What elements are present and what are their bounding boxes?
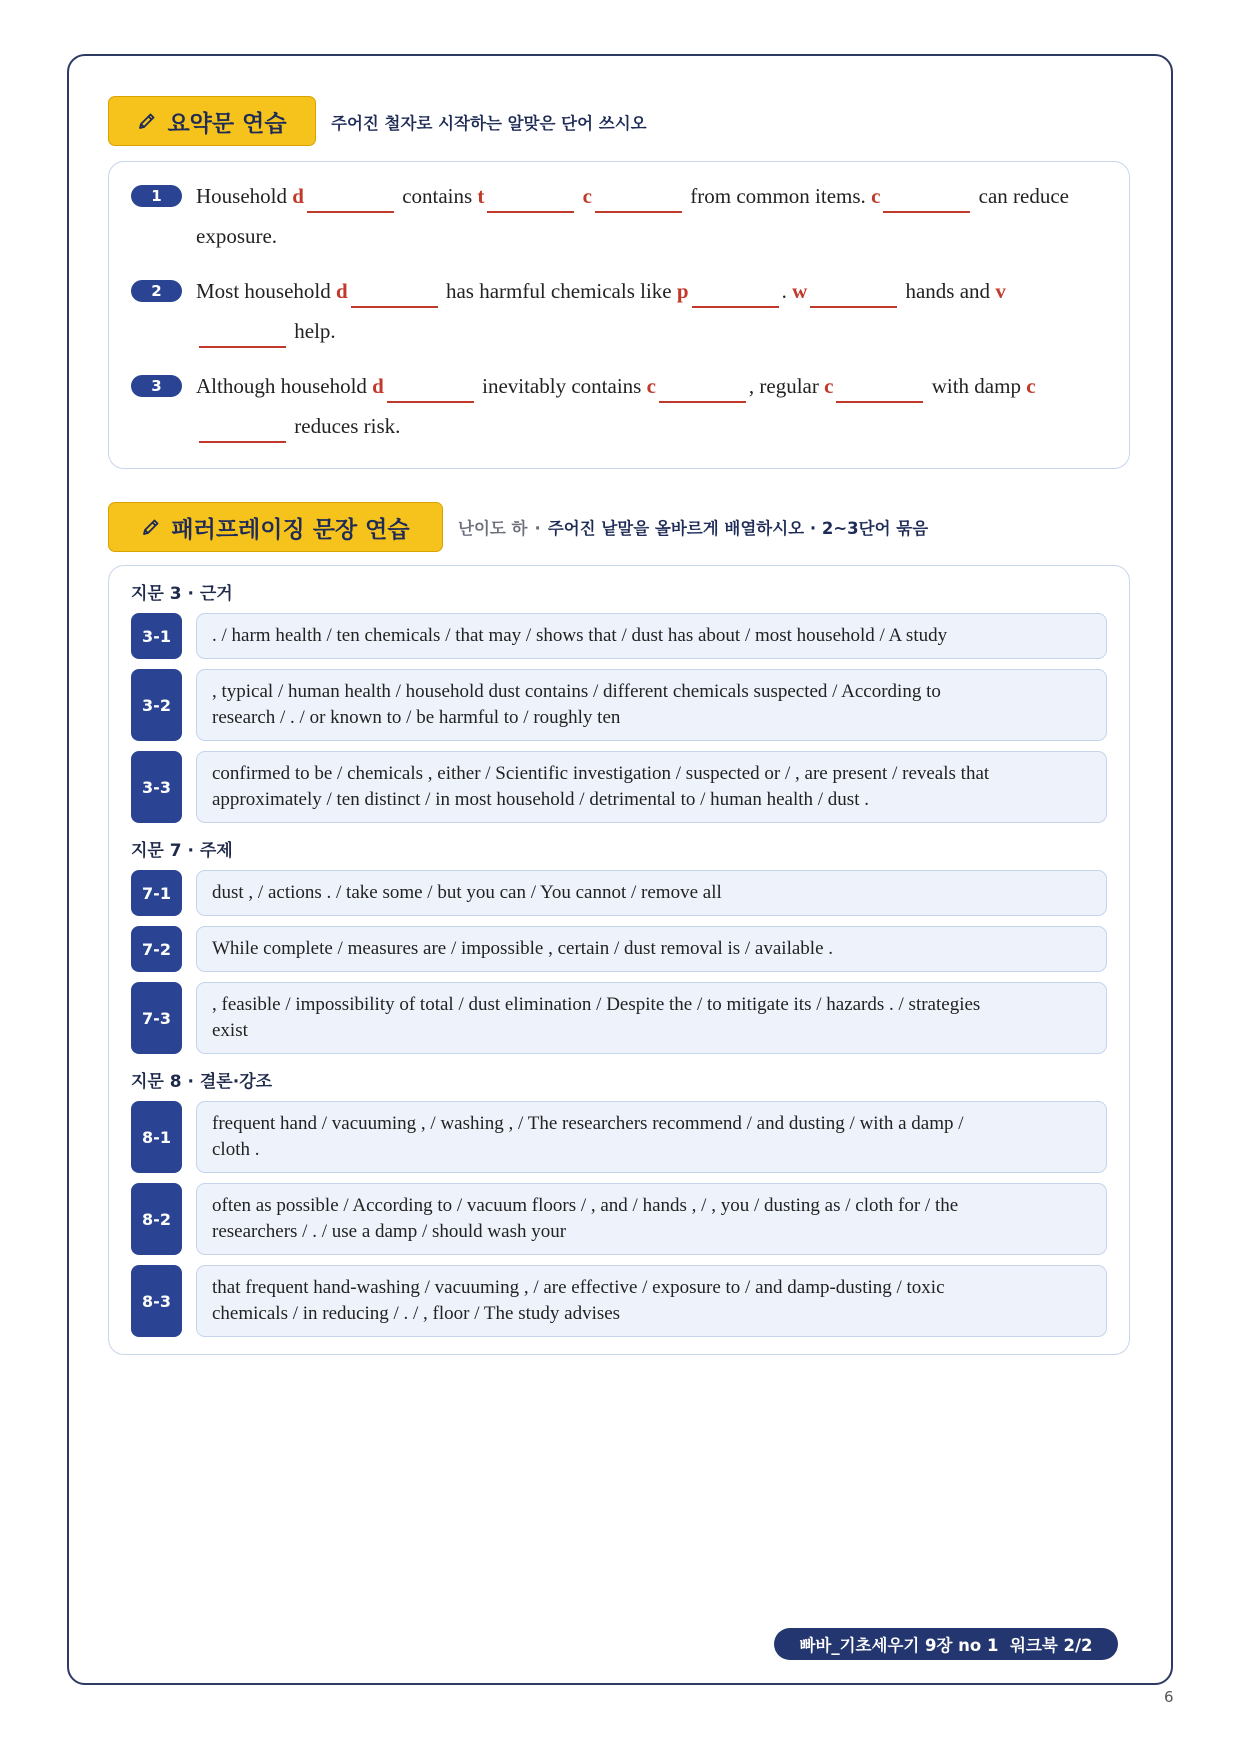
row-number-badge: 8-1 (131, 1101, 182, 1173)
hint-letter: d (372, 374, 384, 398)
passage-group-label: 지문 3 · 근거 (131, 584, 233, 604)
paraphrase-row (131, 669, 1107, 741)
word-chunks-line: exist (212, 1020, 248, 1041)
row-number-badge: 7-3 (131, 982, 182, 1054)
sentence-line (196, 176, 1069, 216)
sentence-text: hands and (900, 279, 996, 303)
word-chunks-box (196, 1183, 1107, 1255)
answer-blank[interactable] (307, 176, 394, 213)
paraphrase-list (131, 582, 1107, 1337)
word-chunks-box (196, 669, 1107, 741)
row-number-badge: 3-3 (131, 751, 182, 823)
word-chunks-line: . / harm health / ten chemicals / that may / shows that / dust has about / most household / A study (212, 625, 948, 646)
paraphrase-row (131, 1101, 1107, 1173)
word-chunks-line: confirmed to be / chemicals , either / Scientific investigation / suspected or / , are present / reveals that (212, 763, 990, 784)
paraphrase-row (131, 613, 1107, 659)
hint-letter: c (871, 184, 881, 208)
answer-blank[interactable] (836, 366, 923, 403)
answer-blank[interactable] (199, 311, 286, 348)
hint-letter: d (292, 184, 304, 208)
word-chunks-line: dust , / actions . / take some / but you can / You cannot / remove all (212, 882, 722, 903)
word-chunks-line: approximately / ten distinct / in most household / detrimental to / human health / dust . (212, 789, 869, 810)
summary-box (108, 161, 1130, 469)
word-chunks-box (196, 982, 1107, 1054)
page-number: 6 (1164, 1688, 1174, 1706)
hint-letter: c (1026, 374, 1036, 398)
sentence-body (196, 366, 1036, 446)
sentence-text: . (781, 279, 793, 303)
row-number-badge: 3-1 (131, 613, 182, 659)
sentence-text: contains (396, 184, 478, 208)
word-chunks-box (196, 926, 1107, 972)
hint-letter: p (676, 279, 689, 303)
passage-group-label: 지문 8 · 결론·강조 (131, 1072, 273, 1092)
word-chunks-box (196, 751, 1107, 823)
sentence-text: inevitably contains (476, 374, 647, 398)
sentence-text: Household (196, 184, 293, 208)
sentence-text: Although household (196, 374, 373, 398)
summary-item (131, 176, 1107, 256)
paraphrase-instruction-line (458, 515, 928, 539)
answer-blank[interactable] (810, 271, 897, 308)
summary-section-header (108, 96, 316, 146)
sentence-text: exposure. (196, 224, 278, 248)
answer-blank[interactable] (595, 176, 682, 213)
row-number-badge: 3-2 (131, 669, 182, 741)
hint-letter: c (824, 374, 834, 398)
paraphrase-section-header (108, 502, 443, 552)
sentence-line (196, 271, 1006, 311)
pencil-icon (141, 517, 161, 537)
paraphrase-row (131, 926, 1107, 972)
answer-blank[interactable] (199, 406, 286, 443)
hint-letter: w (792, 279, 808, 303)
sentence-line (196, 406, 1036, 446)
summary-item (131, 271, 1107, 351)
word-chunks-line: often as possible / According to / vacuum floors / , and / hands , / , you / dusting as / cloth for / the (212, 1195, 959, 1216)
footer-workbook-label: 빠바_기초세우기 9장 no 1 워크북 2/2 (774, 1628, 1118, 1660)
paraphrase-row (131, 751, 1107, 823)
pencil-icon (137, 111, 157, 131)
word-chunks-line: While complete / measures are / impossible , certain / dust removal is / available . (212, 938, 833, 959)
answer-blank[interactable] (387, 366, 474, 403)
word-chunks-line: that frequent hand-washing / vacuuming , / are effective / exposure to / and damp-dusting / toxic (212, 1277, 945, 1298)
sentence-line (196, 311, 1006, 351)
row-number-badge: 8-3 (131, 1265, 182, 1337)
paraphrase-instruction: 주어진 낱말을 올바르게 배열하시오 · 2~3단어 묶음 (547, 519, 929, 538)
sentence-text: with damp (926, 374, 1027, 398)
hint-letter: c (582, 184, 592, 208)
hint-letter: c (646, 374, 656, 398)
item-number-badge: 1 (131, 185, 182, 207)
answer-blank[interactable] (659, 366, 746, 403)
answer-blank[interactable] (487, 176, 574, 213)
passage-group-label: 지문 7 · 주제 (131, 841, 233, 861)
word-chunks-line: , typical / human health / household dust contains / different chemicals suspected / According to (212, 681, 941, 702)
summary-list (131, 176, 1107, 446)
hint-letter: d (336, 279, 348, 303)
sentence-text: Most household (196, 279, 337, 303)
hint-letter: v (995, 279, 1006, 303)
sentence-text: from common items. (685, 184, 872, 208)
sentence-text: can reduce (973, 184, 1069, 208)
word-chunks-box (196, 1265, 1107, 1337)
sentence-line (196, 216, 1069, 256)
row-number-badge: 8-2 (131, 1183, 182, 1255)
word-chunks-box (196, 870, 1107, 916)
word-chunks-box (196, 1101, 1107, 1173)
word-chunks-box (196, 613, 1107, 659)
sentence-text: , regular (748, 374, 825, 398)
item-number-badge: 3 (131, 375, 182, 397)
difficulty-label: 난이도 하 (458, 519, 528, 538)
summary-section-title: 요약문 연습 (167, 110, 287, 137)
hint-letter: t (477, 184, 485, 208)
sentence-text: help. (289, 319, 336, 343)
paraphrase-section-title: 패러프레이징 문장 연습 (171, 516, 410, 543)
sentence-body (196, 271, 1006, 351)
sentence-line (196, 366, 1036, 406)
sentence-text: has harmful chemicals like (440, 279, 677, 303)
answer-blank[interactable] (692, 271, 779, 308)
row-number-badge: 7-2 (131, 926, 182, 972)
paraphrase-box (108, 565, 1130, 1355)
summary-instruction: 주어진 철자로 시작하는 알맞은 단어 쓰시오 (331, 114, 647, 133)
word-chunks-line: researchers / . / use a damp / should wash your (212, 1221, 567, 1242)
paraphrase-row (131, 1265, 1107, 1337)
word-chunks-line: chemicals / in reducing / . / , floor / The study advises (212, 1303, 621, 1324)
word-chunks-line: cloth . (212, 1139, 260, 1160)
answer-blank[interactable] (351, 271, 438, 308)
summary-item (131, 366, 1107, 446)
word-chunks-line: research / . / or known to / be harmful to / roughly ten (212, 707, 621, 728)
word-chunks-line: , feasible / impossibility of total / dust elimination / Despite the / to mitigate its / hazards . / strategies (212, 994, 981, 1015)
paraphrase-row (131, 870, 1107, 916)
sentence-text: reduces risk. (289, 414, 401, 438)
separator: · (534, 519, 541, 538)
answer-blank[interactable] (883, 176, 970, 213)
sentence-body (196, 176, 1069, 256)
paraphrase-row (131, 982, 1107, 1054)
paraphrase-row (131, 1183, 1107, 1255)
word-chunks-line: frequent hand / vacuuming , / washing , / The researchers recommend / and dusting / with a damp / (212, 1113, 964, 1134)
row-number-badge: 7-1 (131, 870, 182, 916)
item-number-badge: 2 (131, 280, 182, 302)
